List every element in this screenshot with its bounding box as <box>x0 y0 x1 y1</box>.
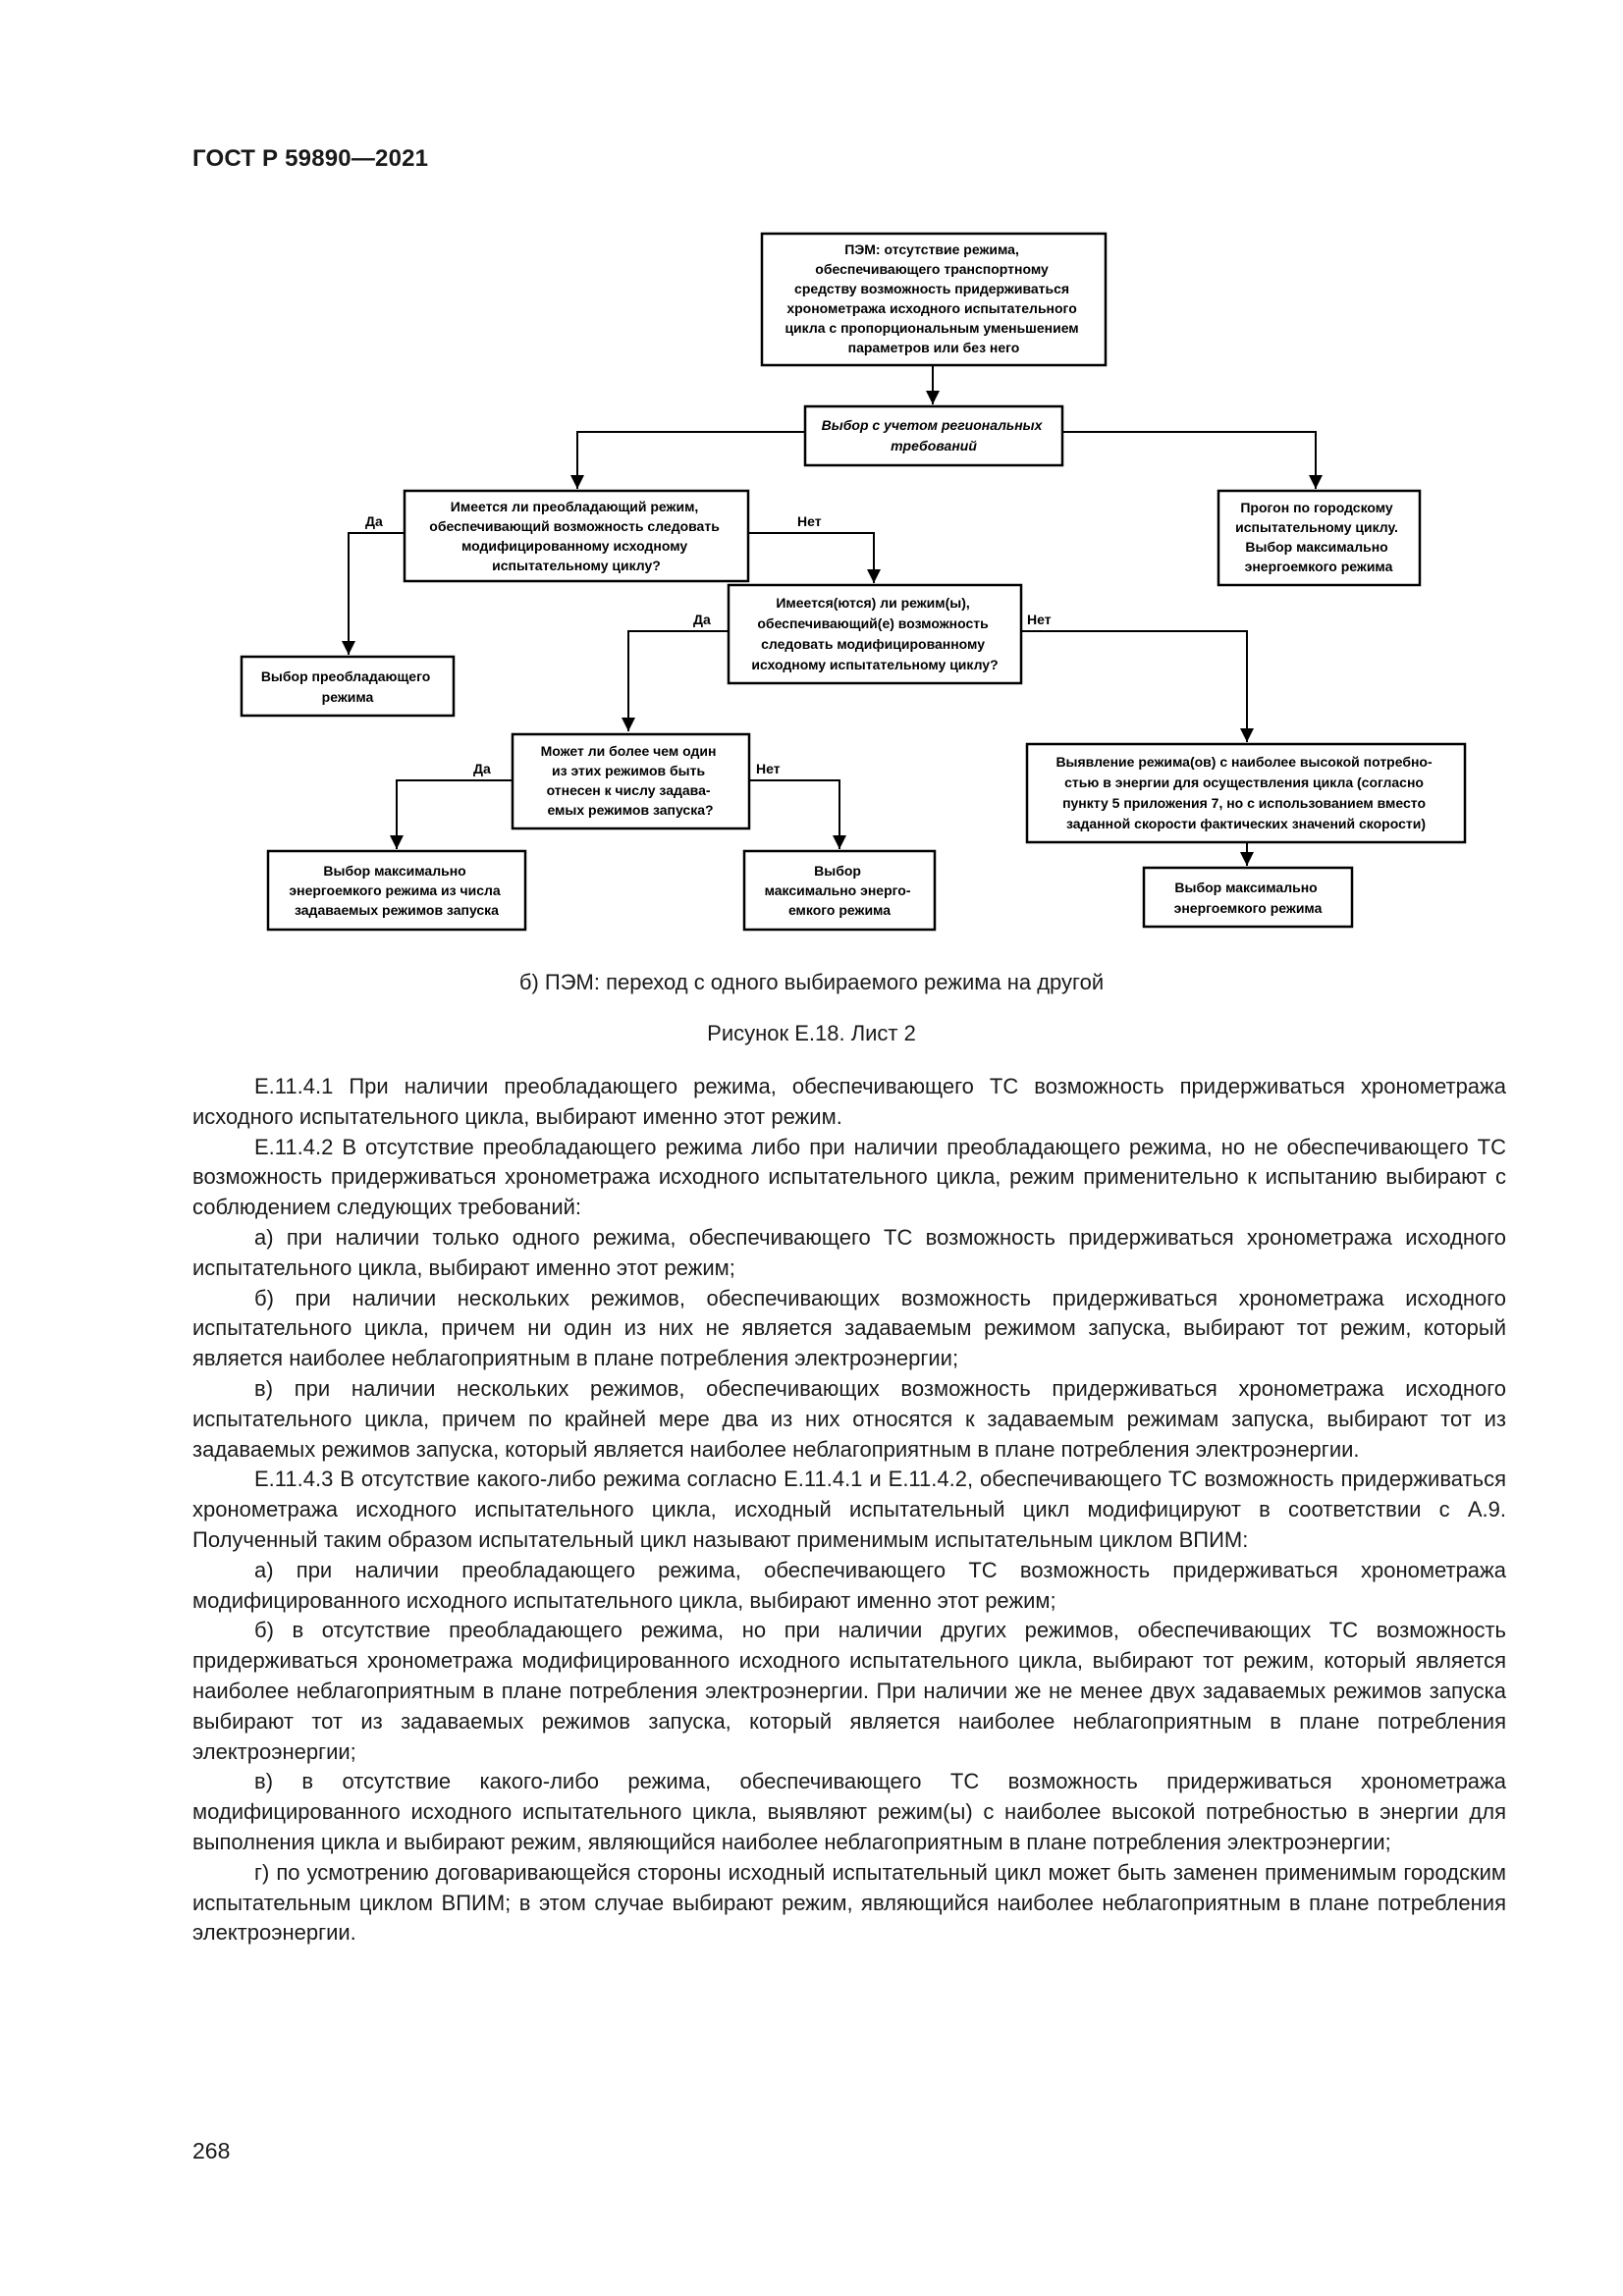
figure-caption: Рисунок Е.18. Лист 2 <box>707 1021 916 1045</box>
svg-text:Прогон по городскому исп: Прогон по городскому испытательному циклу. Выбор максимально энергоемкого режима <box>1235 500 1398 574</box>
node-select-dominant <box>242 657 454 716</box>
node-question-many-modes <box>513 734 749 828</box>
paragraph: а) при наличии преобладающего режима, обеспечивающего ТС возможность придерживаться хронометража модифицированного исходного испытательного цикла, выбирают именно этот режим; <box>192 1557 1506 1613</box>
paragraph: в) при наличии нескольких режимов, обеспечивающих возможность придерживаться хронометража исходного испытательного цикла, причем по крайней мере два из них относятся к задаваемым режимам запуска, выбирают тот из задаваемых режимов запуска, который является наиболее неблагоприятным в плане потребления электроэнергии. <box>192 1375 1506 1462</box>
paragraph: б) при наличии нескольких режимов, обеспечивающих возможность придерживаться хронометража исходного испытательного цикла, причем ни один из них не является задаваемым режимом запуска, выбирают тот режим, который является наиболее неблагоприятным в плане потребления электроэнергии; <box>192 1285 1506 1371</box>
page-number: 268 <box>192 2138 231 2163</box>
line-regional-to-q-dominant <box>577 432 805 489</box>
line-q-dominant-no <box>748 533 874 583</box>
node-question-dominant-mode <box>405 491 748 581</box>
svg-text:Выбор максимально энерго: Выбор максимально энергоемкого режима <box>1173 880 1323 916</box>
svg-text:Имеется(ются) ли режим(ы),: Имеется(ются) ли режим(ы), обеспечивающий(е) возможность следовать модифицированному исходному испытательному циклу? <box>751 595 999 672</box>
paragraph: а) при наличии только одного режима, обеспечивающего ТС возможность придерживаться хронометража исходного испытательного цикла, выбирают именно этот режим; <box>192 1224 1506 1280</box>
label-yes-modes: Да <box>693 612 711 627</box>
node-max-mode <box>744 851 935 930</box>
paragraph: Е.11.4.1 При наличии преобладающего режима, обеспечивающего ТС возможность придерживаться хронометража исходного испытательного цикла, выбирают именно этот режим. <box>192 1074 1506 1129</box>
svg-text:Имеется ли преобладающий режим: Имеется ли преобладающий режим, обеспечивающий возможность следовать модифицированному исходному испытательному циклу? <box>429 499 720 573</box>
line-regional-to-urban <box>1060 432 1316 489</box>
node-regional-selection <box>805 406 1062 465</box>
svg-text:Выбор максимально энерго: Выбор максимально энергоемкого режима из числа задаваемых режимов запуска <box>289 863 501 918</box>
node-question-modes <box>729 585 1021 683</box>
paragraph: г) по усмотрению договаривающейся стороны исходный испытательный цикл может быть заменен применимым городским испытательным циклом ВПИМ; в этом случае выбирают режим, являющийся наиболее неблагоприятным в плане потребления электроэнергии. <box>192 1859 1506 1946</box>
paragraph: Е.11.4.3 В отсутствие какого-либо режима согласно Е.11.4.1 и Е.11.4.2, обеспечивающего ТС возможность придерживаться хронометража исходного испытательного цикла, исходный испытательный цикл модифицируют в соответствии с А.9. Полученный таким образом испытательный цикл называют применимым испытательным циклом ВПИМ: <box>192 1467 1506 1552</box>
svg-text:Выявление режима(ов) с наиболе: Выявление режима(ов) с наиболее высокой потребно- стью в энергии для осуществления цикла (согласно пункту 5 приложения 7, но с использованием вместо заданной скорости фактических значений скорости) <box>1055 754 1433 831</box>
body-text <box>192 1072 1506 1949</box>
line-q-dominant-yes <box>349 533 405 655</box>
paragraph: Е.11.4.2 В отсутствие преобладающего режима либо при наличии преобладающего режима, но не обеспечивающего ТС возможность придерживаться хронометража исходного испытательного цикла, режим применительно к испытанию выбирают с соблюдением следующих требований: <box>192 1134 1506 1220</box>
svg-text:ПЭМ: отсутствие режима,: ПЭМ: отсутствие режима, обеспечивающего транспортному средству возможность придерживаться хронометража исходного испытательного цикла с пропорциональным уменьшением параметров или без него <box>784 241 1079 355</box>
label-yes-many: Да <box>473 761 491 776</box>
line-q-modes-yes <box>628 631 729 731</box>
label-no-dominant: Нет <box>797 513 822 529</box>
paragraph: в) в отсутствие какого-либо режима, обеспечивающего ТС возможность придерживаться хронометража модифицированного исходного испытательного цикла, выявляют режим(ы) с наиболее высокой потребностью в энергии для выполнения цикла и выбирают режим, являющийся наиболее неблагоприятным в плане потребления электроэнергии; <box>192 1769 1506 1854</box>
svg-text:Выбор максимально энерго: Выбор максимально энерго- емкого режима <box>764 863 911 918</box>
subfigure-caption: б) ПЭМ: переход с одного выбираемого режима на другой <box>518 970 1105 994</box>
node-identify-energy-mode <box>1027 744 1465 842</box>
node-start <box>762 234 1106 365</box>
flowchart <box>0 0 1623 982</box>
svg-text:Может ли более чем один: Может ли более чем один из этих режимов быть отнесен к числу задава- емых режимов запуска? <box>540 743 717 818</box>
paragraph: б) в отсутствие преобладающего режима, но при наличии других режимов, обеспечивающих ТС возможность придерживаться хронометража модифицированного исходного испытательного цикла, выбирают тот режим, который является наиболее неблагоприятным в плане потребления электроэнергии. При наличии же не менее двух задаваемых режимов запуска выбирают тот из задаваемых режимов запуска, который является наиболее неблагоприятным в плане потребления электроэнергии; <box>192 1618 1506 1764</box>
node-max-launch-mode <box>268 851 525 930</box>
label-yes-dominant: Да <box>365 513 383 529</box>
line-q-many-yes <box>397 780 513 849</box>
node-max-energy <box>1144 868 1352 927</box>
line-q-many-no <box>749 780 839 849</box>
node-urban-cycle <box>1218 491 1420 585</box>
svg-text:Выбор с учетом региональных: Выбор с учетом региональных требований <box>821 417 1043 454</box>
document-header: ГОСТ Р 59890—2021 <box>192 145 429 172</box>
svg-text:Выбор преобладающего реж: Выбор преобладающего режима <box>260 668 431 705</box>
line-q-modes-no <box>1021 631 1247 742</box>
label-no-many: Нет <box>756 761 781 776</box>
label-no-modes: Нет <box>1027 612 1052 627</box>
